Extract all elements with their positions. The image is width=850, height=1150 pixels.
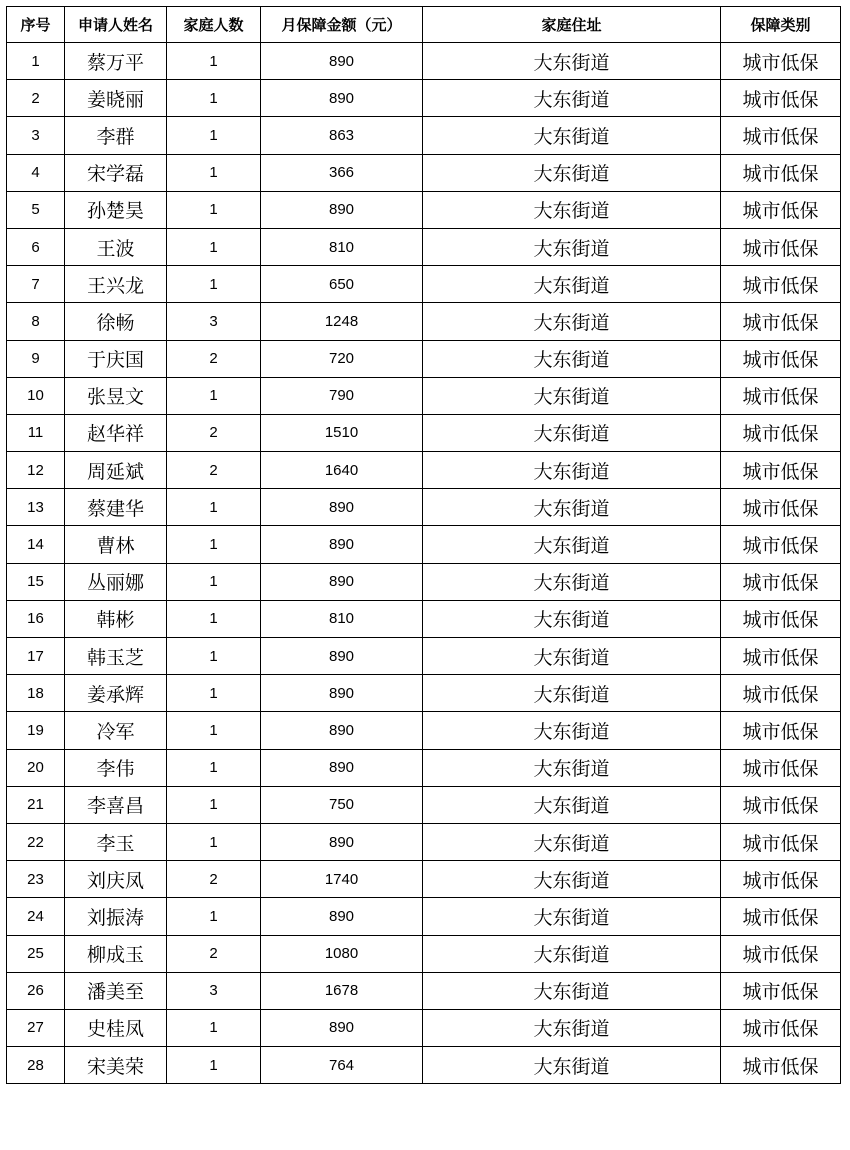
- cell-family-members: 1: [167, 749, 261, 786]
- cell-monthly-amount: 890: [261, 1009, 423, 1046]
- table-row: [7, 600, 841, 637]
- cell-family-members: 1: [167, 1047, 261, 1084]
- cell-category: 城市低保: [721, 935, 841, 972]
- cell-family-address: 大东街道: [423, 935, 721, 972]
- header-serial-no: 序号: [7, 7, 65, 43]
- cell-category: 城市低保: [721, 638, 841, 675]
- cell-family-address: 大东街道: [423, 43, 721, 80]
- cell-family-address: 大东街道: [423, 786, 721, 823]
- table-row: [7, 823, 841, 860]
- cell-category: 城市低保: [721, 414, 841, 451]
- cell-serial-no: 11: [7, 414, 65, 451]
- cell-monthly-amount: 764: [261, 1047, 423, 1084]
- cell-applicant-name: 李喜昌: [65, 786, 167, 823]
- header-family-members: 家庭人数: [167, 7, 261, 43]
- cell-monthly-amount: 790: [261, 377, 423, 414]
- cell-family-members: 1: [167, 43, 261, 80]
- cell-monthly-amount: 890: [261, 526, 423, 563]
- cell-serial-no: 3: [7, 117, 65, 154]
- cell-family-address: 大东街道: [423, 452, 721, 489]
- cell-monthly-amount: 890: [261, 638, 423, 675]
- cell-monthly-amount: 650: [261, 266, 423, 303]
- cell-applicant-name: 蔡万平: [65, 43, 167, 80]
- cell-category: 城市低保: [721, 1047, 841, 1084]
- cell-category: 城市低保: [721, 303, 841, 340]
- cell-family-address: 大东街道: [423, 638, 721, 675]
- cell-serial-no: 18: [7, 675, 65, 712]
- table-row: [7, 749, 841, 786]
- table-body: [7, 43, 841, 1084]
- cell-family-address: 大东街道: [423, 1009, 721, 1046]
- cell-monthly-amount: 890: [261, 191, 423, 228]
- header-row: [7, 7, 841, 43]
- cell-monthly-amount: 890: [261, 80, 423, 117]
- cell-monthly-amount: 890: [261, 823, 423, 860]
- table-row: [7, 414, 841, 451]
- cell-family-address: 大东街道: [423, 823, 721, 860]
- cell-monthly-amount: 1248: [261, 303, 423, 340]
- cell-serial-no: 9: [7, 340, 65, 377]
- table-row: [7, 1047, 841, 1084]
- cell-applicant-name: 宋学磊: [65, 154, 167, 191]
- cell-category: 城市低保: [721, 861, 841, 898]
- cell-family-address: 大东街道: [423, 675, 721, 712]
- cell-category: 城市低保: [721, 266, 841, 303]
- cell-serial-no: 22: [7, 823, 65, 860]
- cell-family-members: 2: [167, 414, 261, 451]
- cell-family-address: 大东街道: [423, 526, 721, 563]
- cell-category: 城市低保: [721, 526, 841, 563]
- cell-serial-no: 19: [7, 712, 65, 749]
- header-applicant-name: 申请人姓名: [65, 7, 167, 43]
- table-row: [7, 526, 841, 563]
- cell-applicant-name: 张昱文: [65, 377, 167, 414]
- allowance-table: [6, 6, 841, 1084]
- cell-family-members: 1: [167, 1009, 261, 1046]
- cell-monthly-amount: 863: [261, 117, 423, 154]
- cell-family-address: 大东街道: [423, 340, 721, 377]
- cell-family-members: 1: [167, 117, 261, 154]
- cell-serial-no: 13: [7, 489, 65, 526]
- cell-family-address: 大东街道: [423, 749, 721, 786]
- cell-monthly-amount: 890: [261, 489, 423, 526]
- cell-applicant-name: 韩玉芝: [65, 638, 167, 675]
- cell-family-members: 3: [167, 972, 261, 1009]
- cell-serial-no: 4: [7, 154, 65, 191]
- table-row: [7, 43, 841, 80]
- cell-monthly-amount: 1678: [261, 972, 423, 1009]
- table-row: [7, 563, 841, 600]
- cell-monthly-amount: 890: [261, 898, 423, 935]
- cell-family-members: 2: [167, 340, 261, 377]
- cell-serial-no: 14: [7, 526, 65, 563]
- cell-serial-no: 17: [7, 638, 65, 675]
- cell-monthly-amount: 1080: [261, 935, 423, 972]
- cell-serial-no: 15: [7, 563, 65, 600]
- cell-family-address: 大东街道: [423, 191, 721, 228]
- cell-category: 城市低保: [721, 749, 841, 786]
- cell-family-members: 1: [167, 638, 261, 675]
- cell-family-members: 1: [167, 823, 261, 860]
- cell-monthly-amount: 810: [261, 600, 423, 637]
- table-header: [7, 7, 841, 43]
- cell-family-address: 大东街道: [423, 228, 721, 265]
- cell-serial-no: 6: [7, 228, 65, 265]
- cell-applicant-name: 李玉: [65, 823, 167, 860]
- cell-category: 城市低保: [721, 80, 841, 117]
- cell-serial-no: 25: [7, 935, 65, 972]
- table-row: [7, 972, 841, 1009]
- cell-applicant-name: 姜承辉: [65, 675, 167, 712]
- cell-family-address: 大东街道: [423, 861, 721, 898]
- cell-category: 城市低保: [721, 43, 841, 80]
- cell-serial-no: 2: [7, 80, 65, 117]
- cell-category: 城市低保: [721, 712, 841, 749]
- cell-applicant-name: 孙楚昊: [65, 191, 167, 228]
- cell-serial-no: 12: [7, 452, 65, 489]
- cell-monthly-amount: 1640: [261, 452, 423, 489]
- cell-category: 城市低保: [721, 675, 841, 712]
- cell-serial-no: 8: [7, 303, 65, 340]
- cell-serial-no: 1: [7, 43, 65, 80]
- cell-applicant-name: 徐畅: [65, 303, 167, 340]
- cell-serial-no: 23: [7, 861, 65, 898]
- table-row: [7, 452, 841, 489]
- cell-serial-no: 27: [7, 1009, 65, 1046]
- cell-monthly-amount: 890: [261, 675, 423, 712]
- cell-family-address: 大东街道: [423, 489, 721, 526]
- cell-serial-no: 5: [7, 191, 65, 228]
- cell-monthly-amount: 890: [261, 712, 423, 749]
- table-row: [7, 377, 841, 414]
- cell-applicant-name: 冷军: [65, 712, 167, 749]
- cell-serial-no: 16: [7, 600, 65, 637]
- cell-serial-no: 26: [7, 972, 65, 1009]
- cell-monthly-amount: 366: [261, 154, 423, 191]
- cell-category: 城市低保: [721, 377, 841, 414]
- table-row: [7, 712, 841, 749]
- cell-family-address: 大东街道: [423, 600, 721, 637]
- table-row: [7, 935, 841, 972]
- cell-family-members: 1: [167, 563, 261, 600]
- cell-family-address: 大东街道: [423, 1047, 721, 1084]
- header-category: 保障类别: [721, 7, 841, 43]
- cell-serial-no: 7: [7, 266, 65, 303]
- cell-serial-no: 20: [7, 749, 65, 786]
- cell-family-address: 大东街道: [423, 898, 721, 935]
- cell-category: 城市低保: [721, 489, 841, 526]
- cell-family-address: 大东街道: [423, 80, 721, 117]
- cell-applicant-name: 周延斌: [65, 452, 167, 489]
- cell-category: 城市低保: [721, 117, 841, 154]
- cell-family-members: 1: [167, 377, 261, 414]
- table-row: [7, 1009, 841, 1046]
- table-row: [7, 228, 841, 265]
- table-row: [7, 117, 841, 154]
- cell-category: 城市低保: [721, 452, 841, 489]
- table-row: [7, 898, 841, 935]
- cell-applicant-name: 王兴龙: [65, 266, 167, 303]
- cell-family-members: 1: [167, 786, 261, 823]
- table-row: [7, 861, 841, 898]
- cell-applicant-name: 刘庆凤: [65, 861, 167, 898]
- cell-category: 城市低保: [721, 786, 841, 823]
- cell-category: 城市低保: [721, 340, 841, 377]
- cell-category: 城市低保: [721, 228, 841, 265]
- cell-family-address: 大东街道: [423, 303, 721, 340]
- cell-applicant-name: 刘振涛: [65, 898, 167, 935]
- cell-applicant-name: 柳成玉: [65, 935, 167, 972]
- cell-family-members: 1: [167, 266, 261, 303]
- cell-category: 城市低保: [721, 154, 841, 191]
- cell-monthly-amount: 720: [261, 340, 423, 377]
- cell-family-address: 大东街道: [423, 117, 721, 154]
- table-row: [7, 303, 841, 340]
- cell-family-members: 1: [167, 80, 261, 117]
- cell-family-members: 1: [167, 489, 261, 526]
- cell-applicant-name: 赵华祥: [65, 414, 167, 451]
- cell-family-members: 1: [167, 228, 261, 265]
- cell-family-members: 2: [167, 452, 261, 489]
- cell-monthly-amount: 1740: [261, 861, 423, 898]
- table-row: [7, 675, 841, 712]
- cell-family-members: 1: [167, 191, 261, 228]
- cell-applicant-name: 潘美至: [65, 972, 167, 1009]
- cell-family-members: 1: [167, 526, 261, 563]
- cell-family-address: 大东街道: [423, 563, 721, 600]
- cell-applicant-name: 蔡建华: [65, 489, 167, 526]
- table-row: [7, 154, 841, 191]
- cell-serial-no: 21: [7, 786, 65, 823]
- subsistence-allowance-sheet: [6, 6, 841, 1084]
- cell-applicant-name: 姜晓丽: [65, 80, 167, 117]
- cell-monthly-amount: 810: [261, 228, 423, 265]
- header-monthly-amount: 月保障金额（元）: [261, 7, 423, 43]
- cell-family-address: 大东街道: [423, 972, 721, 1009]
- cell-category: 城市低保: [721, 1009, 841, 1046]
- table-row: [7, 638, 841, 675]
- cell-applicant-name: 于庆国: [65, 340, 167, 377]
- cell-family-members: 2: [167, 935, 261, 972]
- cell-monthly-amount: 890: [261, 563, 423, 600]
- cell-family-address: 大东街道: [423, 266, 721, 303]
- cell-family-members: 1: [167, 712, 261, 749]
- cell-family-members: 2: [167, 861, 261, 898]
- header-family-address: 家庭住址: [423, 7, 721, 43]
- cell-family-address: 大东街道: [423, 712, 721, 749]
- cell-category: 城市低保: [721, 972, 841, 1009]
- cell-category: 城市低保: [721, 600, 841, 637]
- table-row: [7, 266, 841, 303]
- cell-applicant-name: 曹林: [65, 526, 167, 563]
- cell-category: 城市低保: [721, 898, 841, 935]
- cell-applicant-name: 丛丽娜: [65, 563, 167, 600]
- cell-category: 城市低保: [721, 823, 841, 860]
- cell-category: 城市低保: [721, 191, 841, 228]
- cell-family-members: 1: [167, 600, 261, 637]
- cell-monthly-amount: 1510: [261, 414, 423, 451]
- table-row: [7, 340, 841, 377]
- cell-applicant-name: 宋美荣: [65, 1047, 167, 1084]
- table-row: [7, 786, 841, 823]
- cell-applicant-name: 韩彬: [65, 600, 167, 637]
- cell-family-members: 3: [167, 303, 261, 340]
- cell-applicant-name: 李伟: [65, 749, 167, 786]
- cell-family-members: 1: [167, 898, 261, 935]
- cell-family-address: 大东街道: [423, 377, 721, 414]
- cell-family-members: 1: [167, 154, 261, 191]
- cell-serial-no: 28: [7, 1047, 65, 1084]
- cell-applicant-name: 李群: [65, 117, 167, 154]
- cell-category: 城市低保: [721, 563, 841, 600]
- cell-family-members: 1: [167, 675, 261, 712]
- cell-monthly-amount: 890: [261, 749, 423, 786]
- table-row: [7, 191, 841, 228]
- cell-family-address: 大东街道: [423, 414, 721, 451]
- cell-applicant-name: 史桂凤: [65, 1009, 167, 1046]
- cell-monthly-amount: 890: [261, 43, 423, 80]
- cell-monthly-amount: 750: [261, 786, 423, 823]
- cell-family-address: 大东街道: [423, 154, 721, 191]
- cell-serial-no: 24: [7, 898, 65, 935]
- table-row: [7, 489, 841, 526]
- cell-serial-no: 10: [7, 377, 65, 414]
- table-row: [7, 80, 841, 117]
- cell-applicant-name: 王波: [65, 228, 167, 265]
